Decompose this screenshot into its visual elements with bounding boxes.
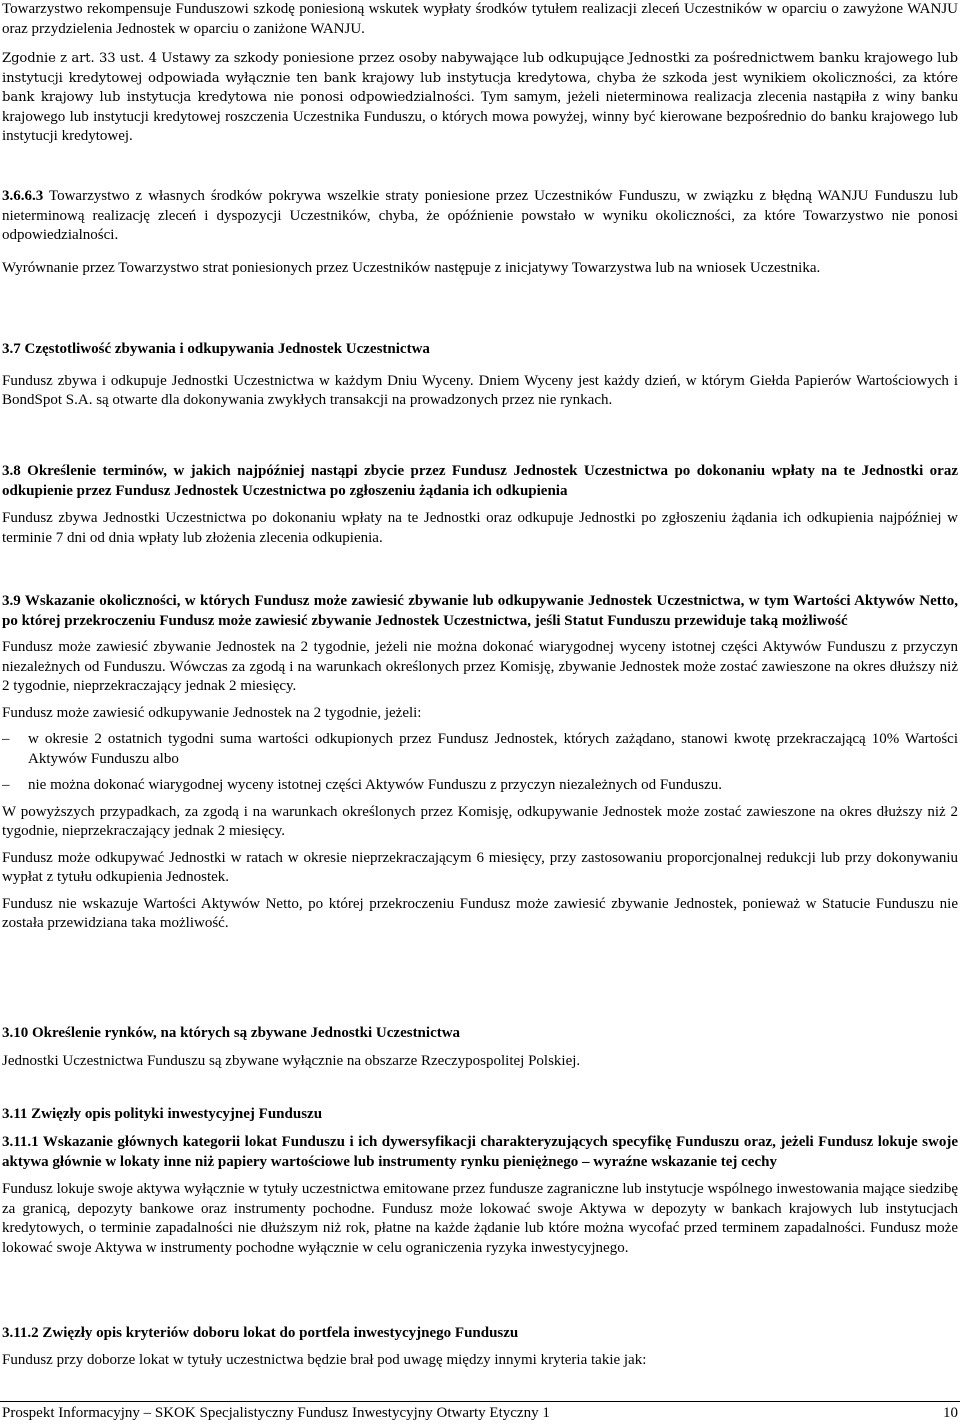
paragraph-text: Fundusz może odkupywać Jednostki w ratach w okresie nieprzekraczającym 6 miesięcy, przy zastosowaniu proporcjonalnej redukcji lub przy dokonywaniu wypłat z tytułu odkupienia Jednostek. [2, 849, 958, 885]
paragraph-art33 [2, 49, 958, 147]
paragraph-text: Towarzystwo z własnych środków pokrywa wszelkie straty poniesione przez Uczestników Funduszu, w związku z błędną WANJU Funduszu lub nieterminową realizację zleceń i dyspozycji Uczestników, chyba, że opóźnienie powstało w wyniku okoliczności, za które Towarzystwo nie ponosi odpowiedzialności. [2, 188, 958, 243]
list-item-text: nie można dokonać wiarygodnej wyceny istotnej części Aktywów Funduszu z przyczyn niezależnych od Funduszu. [28, 777, 722, 793]
list-item-text: w okresie 2 ostatnich tygodni suma wartości odkupionych przez Fundusz Jednostek, których zażądano, stanowi kwotę przekraczającą 10% Wartości Aktywów Funduszu albo [28, 731, 958, 767]
section-3-10 [2, 1024, 958, 1071]
section-heading: 3.8 Określenie terminów, w jakich najpóźniej nastąpi zbycie przez Fundusz Jednostek Uczestnictwa po dokonaniu wpłaty na te Jednostki oraz odkupienie przez Fundusz Jednostek Uczestnictwa po zgłoszeniu żądania ich odkupienia [2, 463, 958, 499]
paragraph-text: Fundusz może zawiesić zbywanie Jednostek na 2 tygodnie, jeżeli nie można dokonać wiarygodnej wyceny istotnej części Aktywów Funduszu z przyczyn niezależnych od Funduszu. Wówczas za zgodą i na warunkach określonych przez Komisję, zbywanie Jednostek może zostać zawieszone na okres dłuższy niż 2 tygodnie, nieprzekraczający jednak 2 miesięcy. [2, 639, 958, 694]
section-heading: 3.9 Wskazanie okoliczności, w których Fundusz może zawiesić zbywanie lub odkupywanie Jednostek Uczestnictwa, w tym Wartości Aktywów Netto, po której przekroczeniu Fundusz może zawiesić zbywanie Jednostek Uczestnictwa, jeśli Statut Funduszu przewiduje taką możliwość [2, 593, 958, 629]
paragraph-text: Fundusz nie wskazuje Wartości Aktywów Netto, po której przekroczeniu Fundusz może zawiesić zbywanie Jednostek, ponieważ w Statucie Funduszu nie została przewidziana taka możliwość. [2, 895, 958, 931]
paragraph-text: Fundusz zbywa i odkupuje Jednostki Uczestnictwa w każdym Dniu Wyceny. Dniem Wyceny jest każdy dzień, w którym Giełda Papierów Wartościowych i BondSpot S.A. są otwarte dla dokonywania zwykłych transakcji na prowadzonych przez nie rynkach. [2, 372, 958, 408]
section-heading: 3.11 Zwięzły opis polityki inwestycyjnej Funduszu [2, 1106, 323, 1122]
paragraph-text: Tym samym, jeżeli nieterminowa realizacja zlecenia nastąpiła z winy banku krajowego lub instytucji kredytowej roszczenia Uczestnika Funduszu, o których mowa powyżej, winny być kierowane bezpośrednio do banku krajowego lub instytucji kredytowej. [2, 89, 958, 144]
section-heading: 3.7 Częstotliwość zbywania i odkupywania Jednostek Uczestnictwa [2, 341, 430, 357]
paragraph-text: Fundusz przy doborze lokat w tytuły uczestnictwa będzie brał pod uwagę między innymi kryteria takie jak: [2, 1351, 647, 1368]
paragraph-compensation [2, 0, 958, 39]
paragraph-text: Fundusz lokuje swoje aktywa wyłącznie w tytuły uczestnictwa emitowane przez fundusze zagraniczne lub instytucje wspólnego inwestowania mające siedzibę za granicą, depozyty bankowe oraz instrumenty pochodne. Fundusz może lokować swoje Aktywa w depozyty w bankach krajowych lub instytucjach kredytowych, o terminie zapadalności nie dłuższym niż rok, płatne na każde żądanie lub które można wycofać przed terminem zapadalności. Fundusz może lokować swoje Aktywa w instrumenty pochodne wyłącznie w celu ograniczenia ryzyka inwestycyjnego. [2, 1181, 958, 1256]
dash-bullet: – [2, 777, 10, 793]
paragraph-text: Fundusz zbywa Jednostki Uczestnictwa po dokonaniu wpłaty na te Jednostki oraz odkupuje Jednostki po zgłoszeniu żądania ich odkupienia najpóźniej w terminie 7 dni od dnia wpłaty lub złożenia zlecenia odkupienia. [2, 510, 958, 546]
paragraph-text: Wyrównanie przez Towarzystwo strat poniesionych przez Uczestników następuje z inicjatywy Towarzystwa lub na wniosek Uczestnika. [2, 260, 821, 276]
section-3-9 [2, 592, 958, 934]
paragraph-text: W powyższych przypadkach, za zgodą i na warunkach określonych przez Komisję, odkupywanie Jednostek może zostać zawieszone na okres dłuższy niż 2 tygodnie, nieprzekraczający jednak 2 miesięcy. [2, 803, 958, 839]
paragraph-text: Zgodnie z art. 33 ust. 4 Ustawy za szkody poniesione przez osoby nabywające lub odkupujące Jednostki za pośrednictwem banku krajowego lub instytucji kredytowej odpowiada wyłącznie ten bank krajowy lub instytucja kredytowa, chyba że szkoda jest wynikiem okoliczności, za które bank krajowy lub instytucja kredytowa nie ponosi odpowiedzialności. [2, 51, 958, 105]
section-3-8 [2, 462, 958, 548]
dash-bullet: – [2, 731, 10, 747]
section-3-11-2 [2, 1324, 958, 1370]
section-3-7 [2, 340, 958, 411]
footer-title: Prospekt Informacyjny – SKOK Specjalistyczny Fundusz Inwestycyjny Otwarty Etyczny 1 [2, 1405, 550, 1421]
section-heading: 3.11.1 Wskazanie głównych kategorii lokat Funduszu i ich dywersyfikacji charakteryzujących specyfikę Funduszu oraz, jeżeli Fundusz lokuje swoje aktywa głównie w lokaty inne niż papiery wartościowe lub instrumenty rynku pieniężnego – wyraźne wskazanie tej cechy [2, 1134, 958, 1170]
section-heading: 3.11.2 Zwięzły opis kryteriów doboru lokat do portfela inwestycyjnego Funduszu [2, 1325, 519, 1341]
section-3-11-1 [2, 1133, 958, 1258]
paragraph-text: Towarzystwo rekompensuje Funduszowi szkodę poniesioną wskutek wypłaty środków tytułem realizacji zleceń Uczestników w oparciu o zawyżone WANJU oraz przydzielenia Jednostek w oparciu o zaniżone WANJU. [2, 1, 958, 37]
section-3663 [2, 187, 958, 246]
section-heading: 3.10 Określenie rynków, na których są zbywane Jednostki Uczestnictwa [2, 1025, 461, 1041]
section-3-11 [2, 1105, 958, 1125]
list-item [2, 776, 958, 796]
paragraph-compensation-initiative [2, 259, 958, 279]
page-number: 10 [943, 1405, 958, 1421]
paragraph-text: Fundusz może zawiesić odkupywanie Jednostek na 2 tygodnie, jeżeli: [2, 704, 422, 721]
page-footer [2, 1404, 958, 1424]
footer-divider [0, 1401, 960, 1402]
paragraph-text: Jednostki Uczestnictwa Funduszu są zbywane wyłącznie na obszarze Rzeczypospolitej Polskiej. [2, 1052, 581, 1069]
list-item [2, 730, 958, 769]
section-number: 3.6.6.3 [2, 188, 44, 204]
